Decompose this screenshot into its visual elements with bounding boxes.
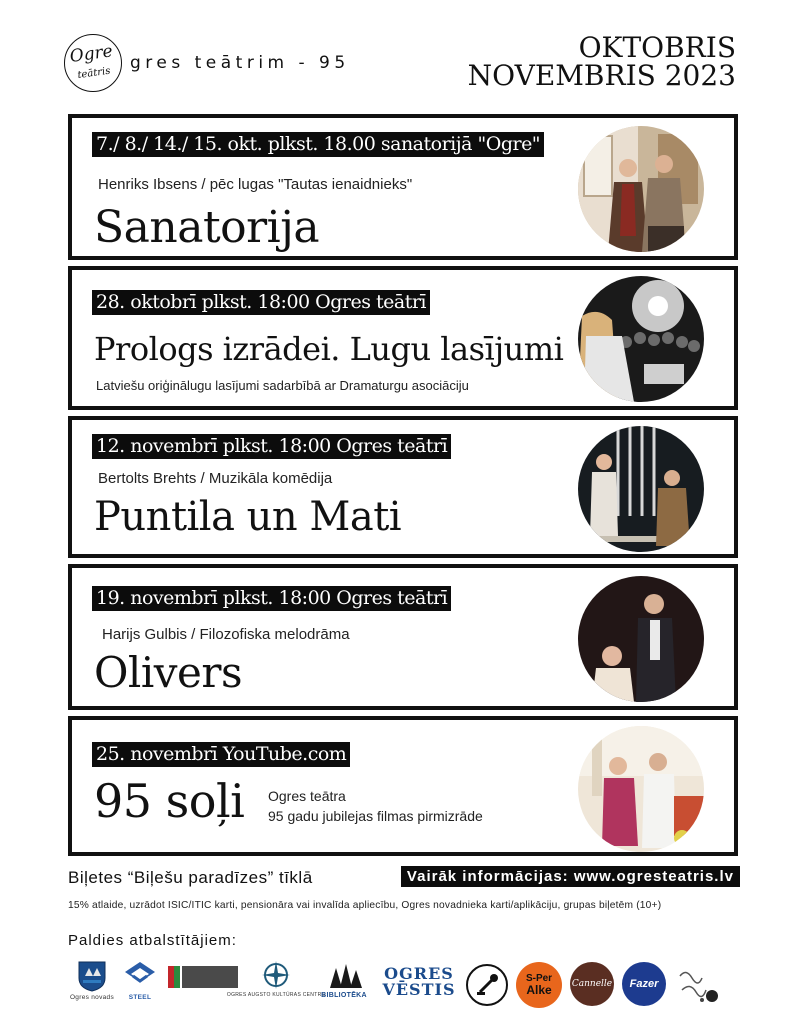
steel-logo-icon	[123, 960, 157, 992]
event-date: 25. novembrī YouTube.com	[92, 742, 350, 767]
sponsor-handwritten	[674, 964, 724, 1008]
event-card-prologs[interactable]	[68, 266, 738, 410]
event-photo	[578, 276, 704, 402]
month-line-2: NOVEMBRIS 2023	[467, 59, 736, 92]
event-card-sanatorija[interactable]	[68, 114, 738, 260]
event-title: Sanatorija	[94, 202, 320, 253]
event-description-line-2: 95 gadu jubilejas filmas pirmizrāde	[268, 808, 483, 824]
super-alke-line-1: S-Per	[525, 972, 553, 984]
sponsor-biblioteka	[312, 962, 376, 999]
sponsor-round-black	[466, 964, 508, 1006]
event-card-puntila[interactable]	[68, 416, 738, 558]
lamp-icon	[472, 970, 502, 1000]
cannelle-label: Cannelle	[571, 979, 613, 989]
sponsor-logos	[62, 958, 742, 1018]
event-title: Prologs izrādei. Lugu lasījumi	[94, 330, 564, 368]
sponsor-caption: OGRES AUGSTO KULTŪRAS CENTRS	[226, 992, 326, 998]
sponsor-caption: STEEL	[128, 994, 152, 1001]
event-photo	[578, 126, 704, 252]
event-card-olivers[interactable]	[68, 564, 738, 710]
event-photo	[578, 726, 704, 852]
event-description: Latviešu oriģinālugu lasījumi sadarbībā ar Dramaturgu asociāciju	[96, 378, 469, 393]
header-logo	[64, 34, 350, 92]
ogres-vestis-line-2: VĒSTIS	[382, 980, 456, 999]
event-title: 95 soļi	[94, 774, 245, 828]
event-card-95-soli[interactable]	[68, 716, 738, 856]
event-subtitle: Bertolts Brehts / Muzikāla komēdija	[98, 470, 333, 487]
event-date: 7./ 8./ 14./ 15. okt. plkst. 18.00 sanatorijā "Ogre"	[92, 132, 544, 157]
info-link[interactable]: Vairāk informācijas: www.ogresteatris.lv	[401, 866, 740, 887]
event-photo	[578, 426, 704, 552]
ogres-vestis-line-1: OGRES	[384, 964, 454, 983]
sponsor-ogres-novads	[68, 960, 116, 1001]
sponsor-kulturas-centrs	[226, 960, 326, 998]
event-date: 28. oktobrī plkst. 18:00 Ogres teātrī	[92, 290, 430, 315]
event-title: Olivers	[94, 648, 243, 697]
sponsor-steel	[120, 960, 160, 1001]
event-photo	[578, 576, 704, 702]
discount-text: 15% atlaide, uzrādot ISIC/ITIC karti, pensionāra vai invalīda apliecību, Ogres novadnieka karti/aplikāciju, grupas biļetēm (10+)	[68, 900, 662, 911]
event-subtitle: Harijs Gulbis / Filozofiska melodrāma	[102, 626, 350, 643]
sponsor-cannelle	[570, 962, 614, 1006]
sponsor-super-alke	[516, 962, 562, 1008]
sponsor-kultura-bar	[166, 964, 240, 992]
sponsor-caption: BIBLIOTĒKA	[321, 992, 367, 999]
sponsor-caption: Ogres novads	[69, 994, 115, 1001]
super-alke-line-2: Alke	[526, 982, 552, 997]
event-title: Puntila un Mati	[94, 494, 402, 540]
sponsors-heading: Paldies atbalstītājiem:	[68, 932, 237, 949]
month-line-1: OKTOBRIS	[578, 31, 736, 64]
ogres-novads-crest-icon	[77, 960, 107, 992]
event-date: 19. novembrī plkst. 18:00 Ogres teātrī	[92, 586, 451, 611]
compass-star-icon	[259, 960, 293, 990]
sponsor-fazer	[622, 962, 666, 1006]
trees-icon	[324, 962, 364, 990]
sponsor-ogres-vestis	[380, 966, 458, 998]
event-subtitle: Henriks Ibsens / pēc lugas "Tautas ienaidnieks"	[98, 176, 413, 193]
event-date: 12. novembrī plkst. 18:00 Ogres teātrī	[92, 434, 451, 459]
theatre-logo-icon: Ogre teātris	[64, 34, 122, 92]
event-description-line-1: Ogres teātra	[268, 788, 346, 804]
handwritten-logo-icon	[676, 966, 722, 1006]
culture-bar-logo-icon	[168, 964, 238, 992]
tickets-text: Biļetes “Biļešu paradīzes” tīklā	[68, 868, 313, 887]
header-title: gres teātrim - 95	[130, 53, 350, 73]
fazer-label: Fazer	[629, 978, 659, 990]
